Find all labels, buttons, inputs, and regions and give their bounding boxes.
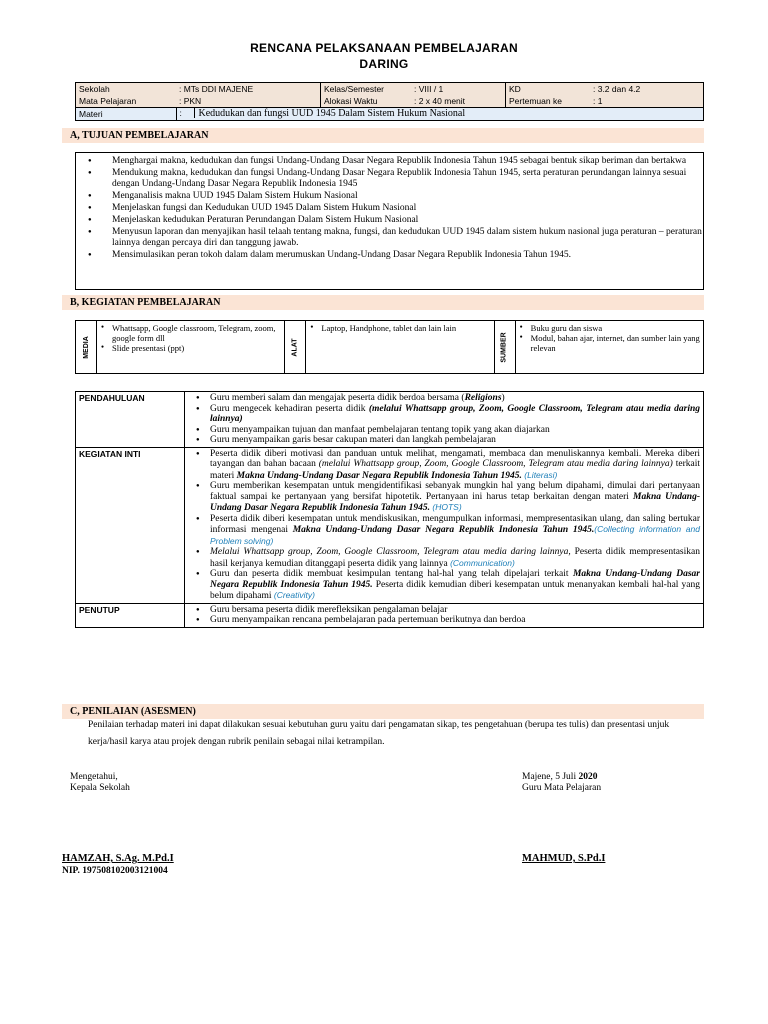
inti-row <box>76 447 704 603</box>
text: Guru memberikan kesempatan untuk mengidentifikasi sebanyak mungkin hal yang belum dipahami, dimulai dari pertanyaan faktual sampai ke pertanyaan yang bersifat hipotetik. Pertanyaan ini harus tetap berkaitan dengan materi <box>210 481 700 502</box>
sign-year: 2020 <box>578 772 598 782</box>
text: Peserta didik diberi motivasi dan panduan untuk melihat, mengamati, membaca dan menuliskannya kembali. Mereka diberi tayangan dan bahan bacaan <box>210 448 700 469</box>
text: Makna Undang-Undang Dasar Negara Republik Indonesia Tahun 1945. <box>236 470 522 481</box>
penutup-content <box>185 603 704 627</box>
sumber-cell <box>495 321 703 373</box>
section-a-heading: A, TUJUAN PEMBELAJARAN <box>62 128 704 143</box>
media-label-cell <box>76 321 97 373</box>
alat-label-cell <box>285 321 306 373</box>
inti-label: KEGIATAN INTI <box>76 447 185 603</box>
media-table <box>75 320 704 374</box>
text: (melalui Whattsapp group, Zoom, Google Classroom, Telegram atau media daring lainnya) <box>318 459 673 469</box>
materi-colon: : <box>177 108 195 118</box>
text: Peserta didik diberi kesempatan untuk mendiskusikan, mengumpulkan informasi, mempresentasikan ulang, dan saling bertukar informasi mengenai <box>210 513 700 535</box>
penutup-item: ● Guru menyampaikan rencana pembelajaran pada pertemuan berikutnya dan berdoa <box>188 615 700 626</box>
pendahuluan-item: ● Guru menyampaikan tujuan dan manfaat pembelajaran tentang topik yang akan diajarkan <box>188 425 700 436</box>
inti-item <box>188 481 700 514</box>
sign-right <box>522 772 601 794</box>
inti-item <box>188 547 700 569</box>
tujuan-item: ● Mendukung makna, kedudukan dan fungsi Undang-Undang Dasar Negara Republik Indonesia Tahun 1945, serta peraturan perundangan lainnya sesuai dengan Undang-Undang Dasar Negara Republik Indonesia 1945 <box>76 168 703 190</box>
text: Makna Undang-Undang Dasar Negara Republik Indonesia Tahun 1945. <box>210 491 700 513</box>
materi-label: Materi <box>76 108 177 121</box>
pendahuluan-label: PENDAHULUAN <box>76 392 185 448</box>
text: Peserta didik mempresentasikan hasil kerjanya kemudian ditanggapi peserta didik yang lainnya <box>210 547 700 569</box>
kelas-value: : VIII / 1 <box>411 83 506 96</box>
tujuan-item: ● Menjelaskan kedudukan Peraturan Perundangan Dalam Sistem Hukum Nasional <box>76 215 703 226</box>
media-item: ● Slide presentasi (ppt) <box>101 343 282 353</box>
text: Guru dan peserta didik membuat kesimpulan tentang hal-hal yang telah dipelajari terkait <box>210 569 573 579</box>
penutup-row <box>76 603 704 627</box>
media-item: ● Whattsapp, Google classroom, Telegram, zoom, google form dll <box>101 323 282 343</box>
pertemuan-label: Pertemuan ke <box>506 95 591 108</box>
alat-item: ● Laptop, Handphone, tablet dan lain lain <box>310 323 456 333</box>
text: (melalui Whattsapp group, Zoom, Google Classroom, Telegram atau media daring lainnya) <box>210 403 700 424</box>
tujuan-list <box>76 156 703 261</box>
tujuan-item: ● Menjelaskan fungsi dan Kedudukan UUD 1945 Dalam Sistem Hukum Nasional <box>76 203 703 214</box>
sign-left <box>70 772 130 794</box>
sign-right-line2: Guru Mata Pelajaran <box>522 783 602 793</box>
tujuan-box <box>75 152 704 290</box>
section-b-heading: B, KEGIATAN PEMBELAJARAN <box>62 295 704 310</box>
sumber-item: ● Modul, bahan ajar, internet, dan sumber lain yang relevan <box>520 333 701 353</box>
text: (HOTS) <box>430 502 462 512</box>
sekolah-value: : MTs DDI MAJENE <box>176 83 321 96</box>
alat-cell <box>285 321 494 373</box>
text: (Literasi) <box>521 469 558 480</box>
materi-cell <box>176 108 704 121</box>
text: Religions <box>464 393 502 403</box>
kd-value: : 3.2 dan 4.2 <box>590 83 704 96</box>
penutup-label: PENUTUP <box>76 603 185 627</box>
sign-place-date: Majene, 5 Juli <box>522 772 579 782</box>
principal-name: HAMZAH, S.Ag. M.Pd.I <box>62 853 174 864</box>
sign-right-line1 <box>522 772 601 783</box>
section-c-heading: C, PENILAIAN (ASESMEN) <box>62 704 704 719</box>
kegiatan-table <box>75 391 704 628</box>
inti-item <box>188 569 700 602</box>
tujuan-item: ● Mensimulasikan peran tokoh dalam dalam merumuskan Undang-Undang Dasar Negara Republik Indonesia Tahun 1945. <box>76 250 703 261</box>
mapel-value: : PKN <box>176 95 321 108</box>
text: Peserta didik kemudian diberi kesempatan untuk menanyakan kembali hal-hal yang belum dipahami <box>210 579 700 601</box>
alokasi-value: : 2 x 40 menit <box>411 95 506 108</box>
text: Guru memberi salam dan mengajak peserta didik berdoa bersama ( <box>210 393 465 403</box>
alat-label: ALAT <box>291 337 299 357</box>
sign-left-line1: Mengetahui, <box>70 772 118 782</box>
inti-item <box>188 514 700 548</box>
media-label: MEDIA <box>82 335 90 359</box>
sumber-label: SUMBER <box>501 331 509 363</box>
text: (Communication) <box>450 557 515 568</box>
sekolah-label: Sekolah <box>76 83 177 96</box>
principal-nip: NIP. 197508102003121004 <box>62 866 168 876</box>
inti-item <box>188 449 700 482</box>
alokasi-label: Alokasi Waktu <box>321 95 412 108</box>
pendahuluan-item <box>188 393 700 404</box>
pertemuan-value: : 1 <box>590 95 704 108</box>
teacher-name: MAHMUD, S.Pd.I <box>522 853 606 864</box>
tujuan-item: ● Menghargai makna, kedudukan dan fungsi Undang-Undang Dasar Negara Republik Indonesia Tahun 1945 sebagai bentuk sikap beriman dan bertakwa <box>76 156 703 167</box>
pendahuluan-item <box>188 404 700 425</box>
text: Makna Undang-Undang Dasar Negara Republik Indonesia Tahun 1945. <box>210 569 700 590</box>
mapel-label: Mata Pelajaran <box>76 95 177 108</box>
materi-value: Kedudukan dan fungsi UUD 1945 Dalam Sistem Hukum Nasional <box>198 108 466 119</box>
text: Makna Undang-Undang Dasar Negara Republik Indonesia Tahun 1945. <box>292 525 595 535</box>
media-cell <box>76 321 285 373</box>
inti-content <box>185 447 704 603</box>
penutup-item: ● Guru bersama peserta didik merefleksikan pengalaman belajar <box>188 605 700 616</box>
doc-subtitle: DARING <box>359 57 409 71</box>
media-list <box>97 321 284 373</box>
tujuan-item: ● Menyusun laporan dan menyajikan hasil telaah tentang makna, fungsi, dan kedudukan UUD 1945 dalam sistem hukum nasional juga peraturan – peraturan lainnya dengan percaya diri dan tanggung jawab. <box>76 227 703 249</box>
text: (Collecting information and Problem solving) <box>210 524 700 546</box>
doc-title: RENCANA PELAKSANAAN PEMBELAJARAN <box>250 41 518 55</box>
pendahuluan-item: ● Guru menyampaikan garis besar cakupan materi dan langkah pembelajaran <box>188 435 700 446</box>
text: Melalui Whattsapp group, Zoom, Google Classroom, Telegram atau media daring lainnya, <box>210 547 571 557</box>
tujuan-item: ● Menganalisis makna UUD 1945 Dalam Sistem Hukum Nasional <box>76 191 703 202</box>
sumber-list <box>516 321 703 373</box>
text: Guru mengecek kehadiran peserta didik <box>210 403 369 414</box>
penilaian-text: Penilaian terhadap materi ini dapat dilakukan sesuai kebutuhan guru yaitu dari pengamatan sikap, tes pengetahuan (berupa tes tulis) dan presentasi unjuk kerja/hasil karya atau projek dengan rubrik penilain sebagai nilai ketrampilan. <box>88 720 670 747</box>
info-table <box>75 82 704 121</box>
kd-label: KD <box>506 83 591 96</box>
sumber-item: ● Buku guru dan siswa <box>520 323 701 333</box>
pendahuluan-row <box>76 392 704 448</box>
pendahuluan-content <box>185 392 704 448</box>
sumber-label-cell <box>495 321 516 373</box>
kelas-label: Kelas/Semester <box>321 83 412 96</box>
sign-left-line2: Kepala Sekolah <box>70 783 130 793</box>
alat-list <box>306 321 458 373</box>
text: (Creativity) <box>273 590 315 600</box>
text: terkait materi <box>210 459 700 481</box>
text: ) <box>501 393 505 403</box>
